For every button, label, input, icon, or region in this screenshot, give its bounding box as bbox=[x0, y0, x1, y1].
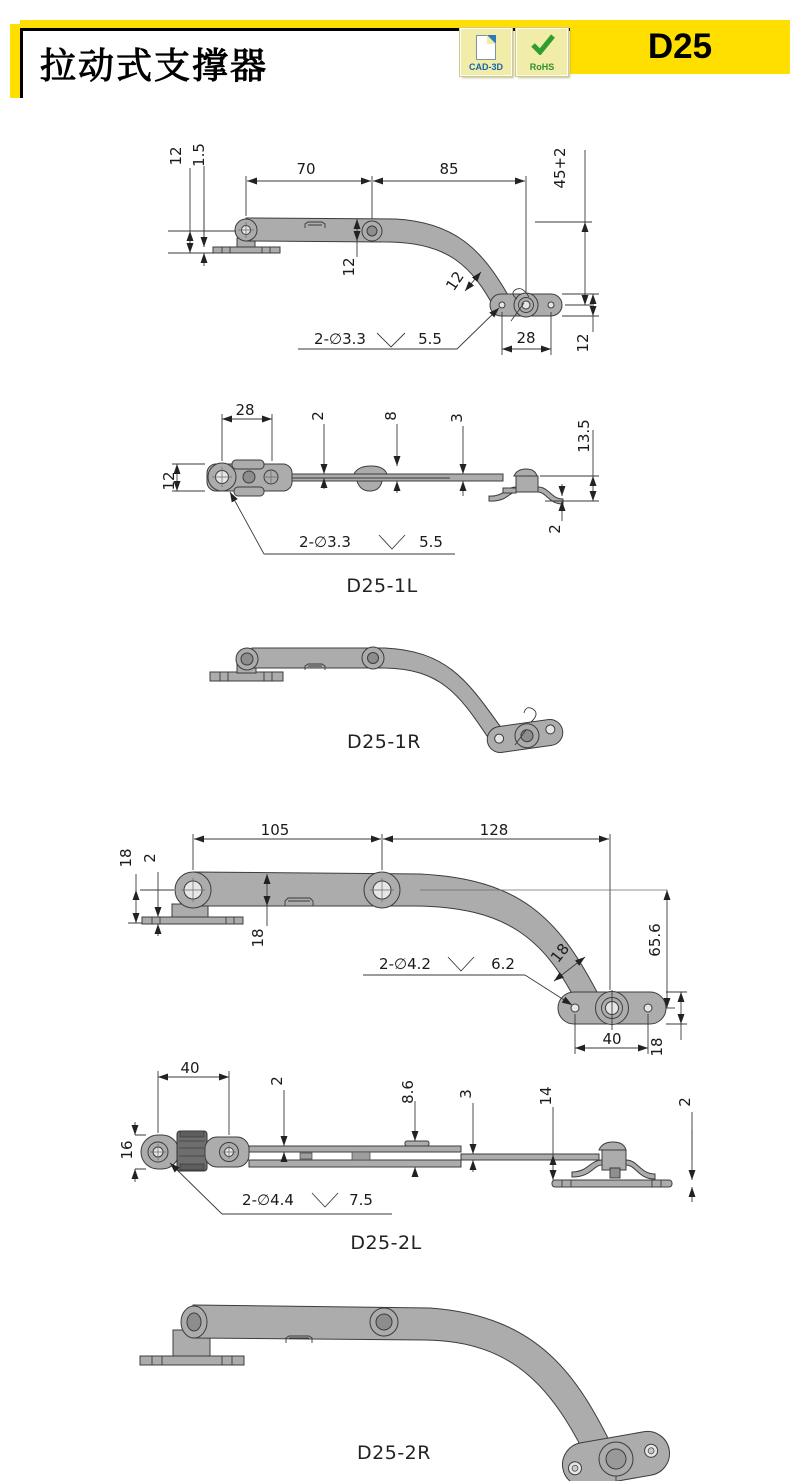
fig1-dim-70: 70 bbox=[296, 160, 316, 178]
fig4-callout-depth: 6.2 bbox=[491, 955, 515, 973]
fig2-callout-hole: 2-∅3.3 bbox=[299, 533, 351, 551]
fig4-dim-18-left: 18 bbox=[117, 848, 135, 868]
fig5-caption: D25-2L bbox=[350, 1232, 422, 1254]
fig2-dim-13-5: 13.5 bbox=[575, 419, 593, 453]
cad-3d-badge-label: CAD-3D bbox=[468, 62, 503, 72]
fig6-caption: D25-2R bbox=[357, 1442, 431, 1464]
fig5-dim-2-right: 2 bbox=[676, 1097, 694, 1107]
fig1-dim-85: 85 bbox=[439, 160, 459, 178]
fig5-dim-16: 16 bbox=[118, 1140, 136, 1160]
fig2-dim-8: 8 bbox=[382, 411, 400, 421]
fig2-dim-12: 12 bbox=[160, 471, 178, 491]
fig5-dim-40: 40 bbox=[180, 1059, 200, 1077]
yellow-accent-bar bbox=[10, 24, 20, 98]
fig5-callout-depth: 7.5 bbox=[349, 1191, 373, 1209]
fig2-dim-2-bottom: 2 bbox=[546, 524, 564, 534]
rohs-badge bbox=[516, 28, 568, 76]
fig4-dim-18-mid: 18 bbox=[249, 928, 267, 948]
d25-1l-top-view-drawing bbox=[150, 395, 610, 570]
fig4-dim-65-6: 65.6 bbox=[646, 923, 664, 957]
fig4-dim-18-diag: 18 bbox=[547, 939, 573, 967]
fig3-caption: D25-1R bbox=[347, 731, 421, 753]
fig2-dim-28: 28 bbox=[235, 401, 255, 419]
part-shape bbox=[142, 872, 666, 1030]
part-shape bbox=[213, 218, 562, 321]
fig4-dim-18-right: 18 bbox=[648, 1037, 666, 1057]
fig1-dim-12-left: 12 bbox=[167, 146, 185, 166]
fig4-dim-105: 105 bbox=[260, 821, 290, 839]
fig1-dim-12-mid: 12 bbox=[340, 257, 358, 277]
fig1-dim-12-diag: 12 bbox=[442, 268, 468, 294]
fig5-dim-8-6: 8.6 bbox=[399, 1080, 417, 1104]
fig4-dim-2: 2 bbox=[141, 853, 159, 863]
fig2-caption: D25-1L bbox=[346, 575, 418, 597]
yellow-top-strip bbox=[20, 20, 572, 28]
green-checkmark-icon bbox=[530, 33, 556, 55]
fig1-dim-12-right: 12 bbox=[574, 333, 592, 353]
fig1-dim-45-2: 45+2 bbox=[551, 147, 569, 189]
fig4-dim-128: 128 bbox=[479, 821, 509, 839]
part-shape bbox=[141, 1131, 672, 1187]
fig4-callout-hole: 2-∅4.2 bbox=[379, 955, 431, 973]
fig5-callout-hole: 2-∅4.4 bbox=[242, 1191, 294, 1209]
title-box-left-border bbox=[20, 28, 23, 98]
fig2-dim-2-top: 2 bbox=[309, 411, 327, 421]
fig1-dim-28: 28 bbox=[516, 329, 536, 347]
product-code: D25 bbox=[647, 27, 713, 66]
cad-3d-badge[interactable] bbox=[460, 28, 512, 76]
fig1-dim-1-5: 1.5 bbox=[190, 143, 208, 167]
fig2-dim-3: 3 bbox=[448, 413, 466, 423]
fig2-callout-depth: 5.5 bbox=[419, 533, 443, 551]
page-title: 拉动式支撑器 bbox=[40, 45, 269, 86]
fig5-dim-2-top: 2 bbox=[268, 1076, 286, 1086]
fig1-callout-hole: 2-∅3.3 bbox=[314, 330, 366, 348]
fig5-dim-14: 14 bbox=[537, 1086, 555, 1106]
fig5-dim-3: 3 bbox=[457, 1089, 475, 1099]
rohs-badge-label: RoHS bbox=[529, 62, 555, 72]
fig4-dim-40: 40 bbox=[602, 1030, 622, 1048]
d25-2-side-view-drawing bbox=[100, 805, 695, 1065]
part-shape bbox=[207, 460, 563, 504]
cad-document-icon bbox=[476, 35, 496, 60]
fig1-callout-depth: 5.5 bbox=[418, 330, 442, 348]
